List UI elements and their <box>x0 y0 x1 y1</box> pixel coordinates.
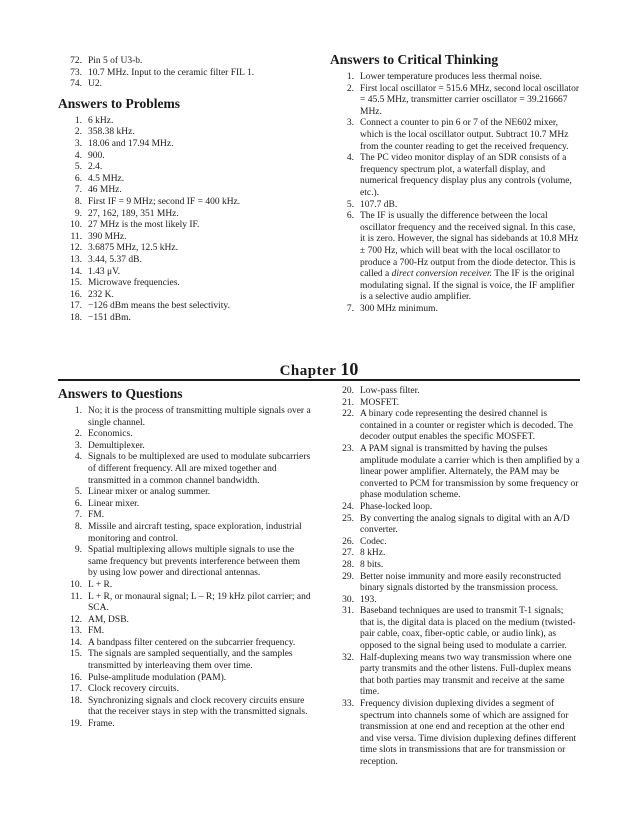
item-text: A PAM signal is transmitted by having the pulses amplitude modulate a carrier which is then amplified by a linear power amplifier. Alternately, the PAM may be converted to PCM for transmission by some frequency or phase modulation scheme. <box>360 443 580 501</box>
item-text: 300 MHz minimum. <box>360 303 438 314</box>
list-item <box>330 560 580 572</box>
item-number: 7. <box>346 303 354 314</box>
list-item <box>330 444 580 502</box>
list-item <box>58 719 311 731</box>
item-number: 1. <box>74 406 82 416</box>
item-number: 5. <box>346 199 354 210</box>
item-text: 3.44, 5.37 dB. <box>88 254 142 265</box>
top-left-column <box>58 56 308 324</box>
list-item <box>58 209 308 221</box>
item-text: Economics. <box>88 429 133 440</box>
chapter-rule <box>58 379 580 381</box>
item-text: Frame. <box>88 719 115 730</box>
item-number: 29. <box>342 571 354 582</box>
item-number: 33. <box>342 699 354 710</box>
item-number: 73. <box>70 67 82 78</box>
item-text: 2.4. <box>88 162 103 173</box>
item-text: By converting the analog signals to digital with an A/D converter. <box>360 513 570 536</box>
list-item <box>330 595 580 607</box>
item-number: 4. <box>74 452 82 463</box>
list-item <box>58 592 311 615</box>
questions-list-left <box>58 406 311 731</box>
item-number: 31. <box>342 606 354 617</box>
item-number: 8. <box>74 196 82 207</box>
chapter-title <box>58 360 580 380</box>
list-item <box>58 649 311 672</box>
item-number: 17. <box>70 301 82 312</box>
item-text: 8 bits. <box>360 559 384 570</box>
item-text: No; it is the process of transmitting multiple signals over a single channel. <box>88 406 311 428</box>
item-text: MOSFET. <box>360 397 400 408</box>
list-item <box>58 151 308 163</box>
list-item <box>330 548 580 560</box>
list-item <box>58 116 308 128</box>
item-number: 11. <box>70 591 82 602</box>
item-number: 24. <box>342 501 354 512</box>
item-number: 7. <box>74 510 82 521</box>
item-text: First IF = 9 MHz; second IF = 400 kHz. <box>88 196 241 207</box>
item-number: 32. <box>342 652 354 663</box>
list-item <box>58 127 308 139</box>
list-item <box>58 255 308 267</box>
item-number: 30. <box>342 594 354 605</box>
list-item <box>58 68 308 80</box>
list-item <box>58 232 308 244</box>
item-text: Better noise immunity and more easily reconstructed binary signals distorted by the transmission process. <box>360 571 562 594</box>
item-number: 3. <box>74 440 82 451</box>
item-text: A bandpass filter centered on the subcarrier frequency. <box>88 637 296 648</box>
item-number: 6. <box>74 498 82 509</box>
item-number: 23. <box>342 443 354 454</box>
item-number: 15. <box>70 649 82 660</box>
item-text: 358.38 kHz. <box>88 127 135 138</box>
item-number: 19. <box>70 719 82 730</box>
item-text: −126 dBm means the best selectivity. <box>88 301 230 312</box>
item-number: 4. <box>74 150 82 161</box>
item-number: 12. <box>70 614 82 625</box>
list-item <box>330 304 580 316</box>
list-item <box>58 79 308 91</box>
item-number: 22. <box>342 409 354 420</box>
list-item <box>58 580 311 592</box>
item-text: Linear mixer. <box>88 498 140 509</box>
list-item <box>58 684 311 696</box>
list-item <box>58 429 311 441</box>
item-text: Lower temperature produces less thermal noise. <box>360 72 543 82</box>
critical-thinking-list <box>330 72 580 315</box>
list-item <box>330 153 580 199</box>
item-number: 1. <box>346 72 354 82</box>
item-text: Synchronizing signals and clock recovery circuits ensure that the receiver stays in step with the transmitted signals. <box>88 695 308 718</box>
list-item <box>58 510 311 522</box>
item-text: 107.7 dB. <box>360 199 398 210</box>
list-item <box>58 162 308 174</box>
item-text: L + R, or monaural signal; L – R; 19 kHz pilot carrier; and SCA. <box>88 591 311 614</box>
item-text: First local oscillator = 515.6 MHz, second local oscillator = 45.5 MHz, transmitter carrier oscillator = 39.216667 MHz. <box>360 83 580 117</box>
list-item <box>58 290 308 302</box>
list-item <box>58 522 311 545</box>
list-item <box>330 211 580 304</box>
list-item <box>58 696 311 719</box>
problems-list <box>58 116 308 325</box>
list-item <box>330 699 580 769</box>
item-number: 5. <box>74 162 82 173</box>
questions-list-right <box>330 386 580 769</box>
item-number: 18. <box>70 695 82 706</box>
list-item <box>58 185 308 197</box>
item-number: 7. <box>74 185 82 196</box>
item-text: 390 MHz. <box>88 231 127 242</box>
critical-thinking-heading: Answers to Critical Thinking <box>330 52 499 67</box>
item-text: Pulse-amplitude modulation (PAM). <box>88 672 227 683</box>
item-text: Connect a counter to pin 6 or 7 of the NE602 mixer, which is the local oscillator output. Subtract 10.7 MHz from the counter reading to get the received frequency. <box>360 118 569 152</box>
item-text: 1.43 μV. <box>88 266 121 277</box>
item-text: 3.6875 MHz, 12.5 kHz. <box>88 243 178 254</box>
list-item <box>330 653 580 699</box>
item-number: 2. <box>346 83 354 94</box>
item-text: Linear mixer or analog summer. <box>88 487 211 498</box>
list-item <box>58 56 308 68</box>
list-item <box>330 72 580 84</box>
item-number: 6. <box>74 173 82 184</box>
top-right-column <box>330 52 580 315</box>
list-item <box>58 267 308 279</box>
item-number: 10. <box>70 579 82 590</box>
item-text: Low-pass filter. <box>360 386 420 396</box>
item-text: Demultiplexer. <box>88 440 145 451</box>
list-item <box>330 502 580 514</box>
item-text: Missile and aircraft testing, space exploration, industrial monitoring and control. <box>88 521 302 544</box>
list-item <box>58 452 311 487</box>
item-text: Phase-locked loop. <box>360 501 433 512</box>
item-number: 18. <box>70 312 82 323</box>
item-number: 3. <box>74 138 82 149</box>
item-number: 11. <box>70 231 82 242</box>
item-text: The signals are sampled sequentially, and the samples transmitted by interleaving them over time. <box>88 649 293 672</box>
item-number: 72. <box>70 56 82 66</box>
list-item <box>58 220 308 232</box>
item-number: 17. <box>70 684 82 695</box>
item-number: 14. <box>70 637 82 648</box>
item-text: −151 dBm. <box>88 312 131 323</box>
item-text: 900. <box>88 150 105 161</box>
item-number: 6. <box>346 211 354 222</box>
item-text: U2. <box>88 79 102 90</box>
item-number: 26. <box>342 536 354 547</box>
list-item <box>58 545 311 580</box>
list-item <box>330 386 580 398</box>
item-number: 2. <box>74 429 82 440</box>
item-number: 4. <box>346 153 354 164</box>
item-text: Microwave frequencies. <box>88 278 180 289</box>
chapter-label: Chapter <box>279 363 337 379</box>
list-item <box>58 406 311 429</box>
item-text: Codec. <box>360 536 387 547</box>
item-text: FM. <box>88 510 105 521</box>
list-item <box>58 487 311 499</box>
item-text: 4.5 MHz. <box>88 173 125 184</box>
list-item <box>330 537 580 549</box>
problems-heading: Answers to Problems <box>58 95 180 111</box>
list-item <box>58 174 308 186</box>
item-number: 74. <box>70 79 82 90</box>
item-text: 27 MHz is the most likely IF. <box>88 220 200 231</box>
item-number: 27. <box>342 548 354 559</box>
list-item <box>58 499 311 511</box>
list-item <box>330 118 580 153</box>
item-number: 28. <box>342 559 354 570</box>
item-text: The IF is usually the difference between the local oscillator frequency and the received signal. In this case, it is zero. However, the signal has sidebands at 10.8 MHz ± 700 Hz, which will beat with the local oscillator to produce a 700-Hz output from the diode detector. This is called a <box>360 211 579 280</box>
bottom-right-column <box>330 386 580 769</box>
item-number: 15. <box>70 278 82 289</box>
list-item <box>330 200 580 212</box>
list-item <box>58 626 311 638</box>
item-text: 8 kHz. <box>360 548 386 559</box>
item-text: Baseband techniques are used to transmit T-1 signals; that is, the digital data is placed on the medium (twisted-pair cable, coax, fiber-optic cable, or audio link), as opposed to the signal being used to modulate a carrier. <box>360 606 576 652</box>
item-text: Pin 5 of U3-b. <box>88 56 143 66</box>
item-number: 21. <box>342 397 354 408</box>
item-number: 3. <box>346 118 354 129</box>
list-item <box>330 398 580 410</box>
item-number: 25. <box>342 513 354 524</box>
list-item <box>330 572 580 595</box>
item-emphasis: direct conversion receiver. <box>391 269 492 280</box>
item-text: Spatial multiplexing allows multiple signals to use the same frequency but prevents interference between them by using low power and directional antennas. <box>88 545 301 579</box>
item-number: 9. <box>74 208 82 219</box>
item-text: 193. <box>360 594 377 605</box>
questions-heading: Answers to Questions <box>58 386 183 401</box>
item-text: 18.06 and 17.94 MHz. <box>88 138 174 149</box>
item-text: AM, DSB. <box>88 614 129 625</box>
item-text: Clock recovery circuits. <box>88 684 180 695</box>
item-text: A binary code representing the desired channel is contained in a counter or register which is decoded. The decoder output enables the specific MOSFET. <box>360 409 573 443</box>
item-number: 16. <box>70 289 82 300</box>
item-number: 13. <box>70 626 82 637</box>
list-item <box>58 673 311 685</box>
list-item <box>330 606 580 652</box>
item-text: Frequency division duplexing divides a segment of spectrum into channels some of which are assigned for transmission at one end and reception at the other end and vise versa. Time division duplexing defines different time slots in transmissions that are for transmission or reception. <box>360 699 577 767</box>
item-text: Signals to be multiplexed are used to modulate subcarriers of different frequency. All are mixed together and transmitted in a common channel bandwidth. <box>88 452 311 486</box>
item-text: L + R. <box>88 579 113 590</box>
item-text: The PC video monitor display of an SDR consists of a frequency spectrum plot, a waterfall display, and numerical frequency display plus any controls (volume, etc.). <box>360 153 572 198</box>
list-item <box>58 139 308 151</box>
item-number: 8. <box>74 521 82 532</box>
list-item <box>330 409 580 444</box>
bottom-left-column <box>58 386 311 731</box>
list-item <box>58 278 308 290</box>
item-number: 12. <box>70 243 82 254</box>
list-item <box>330 514 580 537</box>
item-text: 46 MHz. <box>88 185 122 196</box>
item-number: 10. <box>70 220 82 231</box>
list-item <box>58 197 308 209</box>
list-item <box>58 313 308 325</box>
chapter-number: 10 <box>340 359 359 379</box>
item-number: 5. <box>74 487 82 498</box>
item-text: FM. <box>88 626 105 637</box>
item-text: 6 kHz. <box>88 115 114 126</box>
list-item <box>330 84 580 119</box>
item-text: 232 K. <box>88 289 114 300</box>
item-number: 20. <box>342 386 354 396</box>
item-number: 16. <box>70 672 82 683</box>
answers-list-continued <box>58 56 308 91</box>
item-number: 1. <box>74 115 82 126</box>
item-text: 27, 162, 189, 351 MHz. <box>88 208 179 219</box>
item-number: 14. <box>70 266 82 277</box>
item-text: Half-duplexing means two way transmission where one party transmits and the other listens. Full-duplex means that both parties may transmit and receive at the same time. <box>360 652 572 698</box>
list-item <box>58 301 308 313</box>
item-text: 10.7 MHz. Input to the ceramic filter FIL 1. <box>88 67 255 78</box>
list-item <box>58 615 311 627</box>
item-number: 13. <box>70 254 82 265</box>
list-item <box>58 638 311 650</box>
list-item <box>58 243 308 255</box>
list-item <box>58 441 311 453</box>
item-number: 2. <box>74 127 82 138</box>
item-number: 9. <box>74 545 82 556</box>
item-text-cont: The IF is the original modulating signal. If the signal is voice, the IF amplifier is a selective audio amplifier. <box>360 269 575 303</box>
